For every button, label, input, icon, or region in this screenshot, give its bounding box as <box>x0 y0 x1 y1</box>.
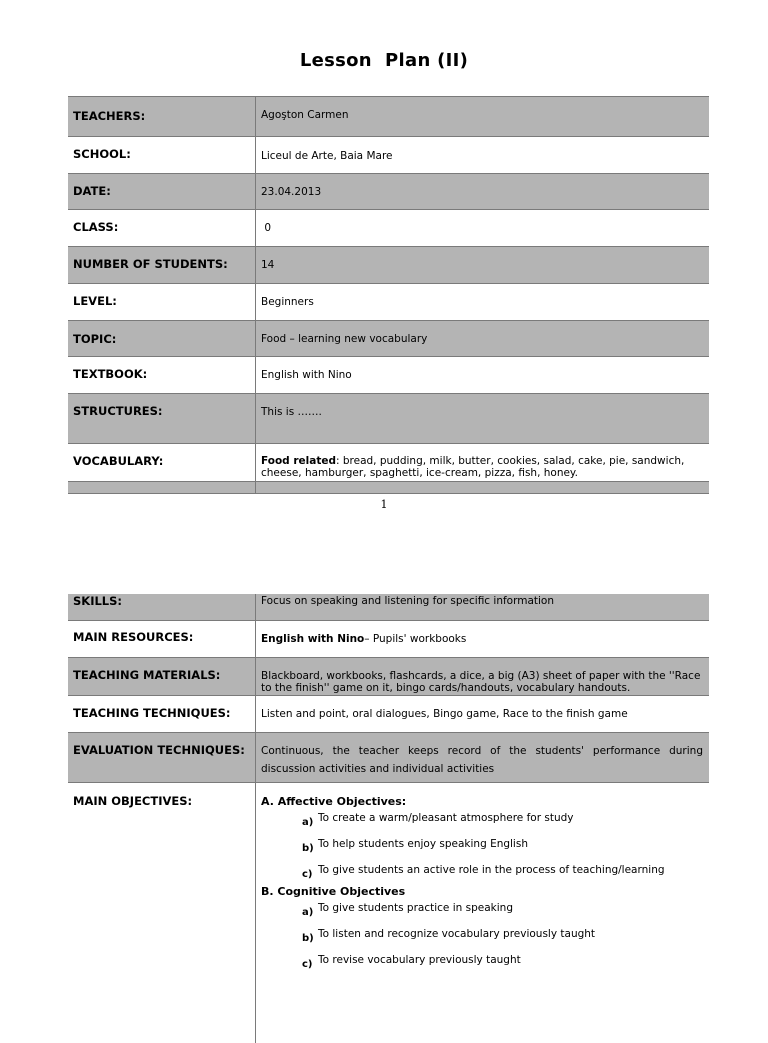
row-level <box>68 284 709 321</box>
item-marker: b) <box>302 843 314 854</box>
row-number-of-students <box>68 247 709 284</box>
page-number: 1 <box>380 498 388 511</box>
row-value: Food – learning new vocabulary <box>261 333 428 345</box>
list-item <box>261 838 703 864</box>
row-label: NUMBER OF STUDENTS: <box>68 247 256 283</box>
list-item <box>261 864 703 890</box>
row-value: Beginners <box>261 296 314 308</box>
row-school <box>68 137 709 174</box>
row-label: SKILLS: <box>68 594 256 620</box>
row-value: 14 <box>261 259 275 271</box>
row-label: TEACHING TECHNIQUES: <box>68 696 256 732</box>
row-value: 23.04.2013 <box>261 186 322 198</box>
item-marker: c) <box>302 869 313 880</box>
row-value: English with Nino <box>261 369 352 381</box>
item-text: To create a warm/pleasant atmosphere for study <box>318 812 574 824</box>
row-label: SCHOOL: <box>68 137 256 173</box>
row-label: TEACHERS: <box>68 97 256 136</box>
row-date <box>68 174 709 210</box>
cognitive-objectives-heading: B. Cognitive Objectives <box>261 885 406 898</box>
row-label: STRUCTURES: <box>68 394 256 443</box>
row-textbook <box>68 357 709 394</box>
row-structures <box>68 394 709 444</box>
row-label: MAIN RESOURCES: <box>68 621 256 657</box>
row-value: Agoşton Carmen <box>261 109 349 121</box>
list-item <box>261 902 703 928</box>
row-value: Listen and point, oral dialogues, Bingo game, Race to the finish game <box>261 708 628 720</box>
affective-objectives-heading: A. Affective Objectives: <box>261 795 407 808</box>
page-title: Lesson Plan (II) <box>299 50 469 71</box>
row-value <box>261 444 703 479</box>
vocabulary-list: : bread, pudding, milk, butter, cookies, salad, cake, pie, sandwich, cheese, hamburger, spaghetti, ice-cream, pizza, fish, honey. <box>261 455 685 479</box>
row-evaluation-techniques <box>68 733 709 783</box>
row-teaching-techniques <box>68 696 709 733</box>
row-main-resources <box>68 621 709 658</box>
row-label: VOCABULARY: <box>68 444 256 481</box>
row-label: EVALUATION TECHNIQUES: <box>68 733 256 782</box>
list-item <box>261 928 703 954</box>
item-text: To revise vocabulary previously taught <box>318 954 521 966</box>
item-marker: a) <box>302 817 314 828</box>
row-label: TEXTBOOK: <box>68 357 256 393</box>
row-skills <box>68 594 709 621</box>
item-text: To give students an active role in the process of teaching/learning <box>318 864 665 876</box>
row-value <box>261 621 703 645</box>
lesson-info-table <box>68 96 709 494</box>
row-main-objectives <box>68 783 709 1043</box>
lesson-details-table <box>68 594 709 1043</box>
item-text: To help students enjoy speaking English <box>318 838 528 850</box>
row-label: TEACHING MATERIALS: <box>68 658 256 695</box>
row-label: MAIN OBJECTIVES: <box>68 783 256 1043</box>
row-value: Focus on speaking and listening for specific information <box>261 595 555 607</box>
row-label: DATE: <box>68 174 256 209</box>
row-value: This is ……. <box>261 406 322 418</box>
row-value: Continuous, the teacher keeps record of the students' performance during discussion activities and individual activities <box>261 745 703 775</box>
row-label: TOPIC: <box>68 321 256 356</box>
item-marker: c) <box>302 959 313 970</box>
resources-rest: – Pupils' workbooks <box>364 633 467 645</box>
row-label: LEVEL: <box>68 284 256 320</box>
list-item <box>261 954 703 980</box>
row-label <box>68 482 256 493</box>
row-topic <box>68 321 709 357</box>
item-marker: b) <box>302 933 314 944</box>
item-text: To give students practice in speaking <box>318 902 513 914</box>
item-text: To listen and recognize vocabulary previously taught <box>318 928 596 940</box>
list-item <box>261 812 703 838</box>
row-vocabulary <box>68 444 709 482</box>
row-empty <box>68 482 709 494</box>
row-teaching-materials <box>68 658 709 696</box>
row-class <box>68 210 709 247</box>
row-label: CLASS: <box>68 210 256 246</box>
vocabulary-heading: Food related <box>261 455 336 467</box>
objectives-content <box>261 783 703 980</box>
row-teachers <box>68 97 709 137</box>
row-value: Blackboard, workbooks, flashcards, a dice, a big (A3) sheet of paper with the ''Race to the finish'' game on it, bingo cards/handouts, vocabulary handouts. <box>261 670 701 694</box>
item-marker: a) <box>302 907 314 918</box>
resources-textbook: English with Nino <box>261 633 365 645</box>
row-value: Liceul de Arte, Baia Mare <box>261 150 393 162</box>
row-value: 0 <box>261 222 272 234</box>
